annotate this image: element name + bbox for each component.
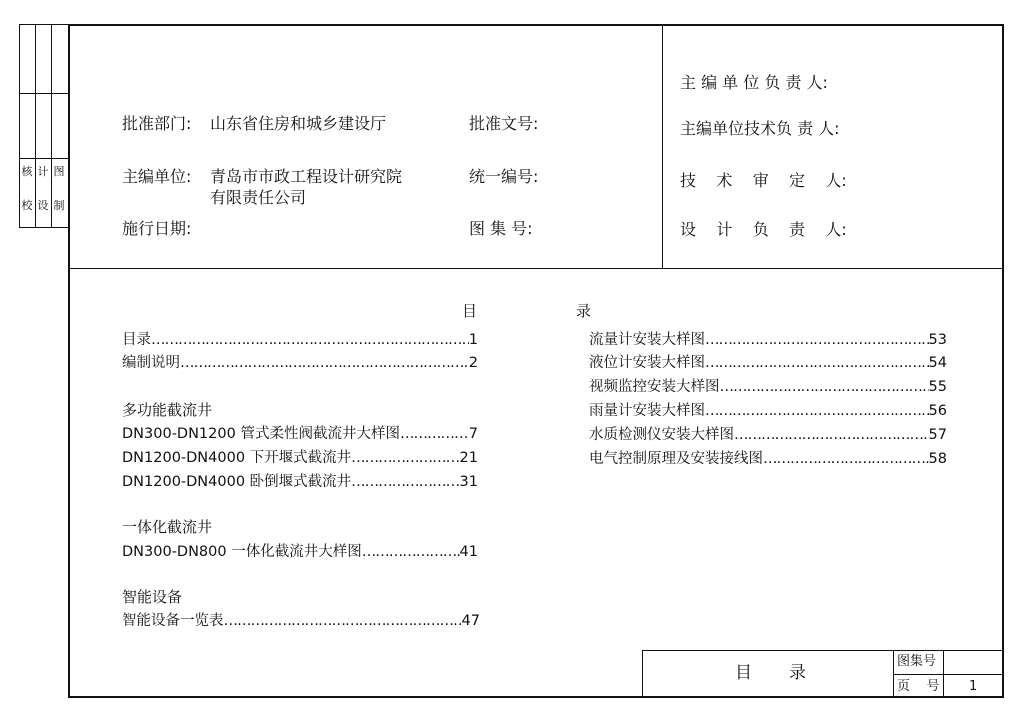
toc-title-left: 目 bbox=[462, 302, 478, 320]
title-block-title-left: 目 bbox=[735, 663, 752, 683]
approve-doc-label: 批准文号: bbox=[469, 114, 539, 133]
tech-reviewer-label: 技 术 审 定 人: bbox=[680, 171, 847, 190]
editor-unit-value-line2: 有限责任公司 bbox=[210, 188, 307, 207]
side-label-draw: 图 bbox=[53, 165, 65, 178]
toc-entry-label: DN300-DN1200 管式柔性阀截流井大样图 bbox=[122, 426, 400, 442]
leader-dots bbox=[705, 404, 929, 419]
leader-dots bbox=[720, 380, 929, 395]
toc-entry-page: 21 bbox=[459, 450, 478, 466]
toc-entry[interactable] bbox=[122, 356, 478, 371]
side-label-check2: 校 bbox=[21, 199, 33, 212]
side-label-design: 计 bbox=[37, 165, 49, 178]
toc-entry-label: 流量计安装大样图 bbox=[589, 332, 705, 348]
toc-entry[interactable] bbox=[589, 404, 947, 419]
toc-entry[interactable] bbox=[122, 545, 478, 560]
approve-dept-value: 山东省住房和城乡建设厅 bbox=[210, 114, 387, 133]
toc-entry-label: 智能设备一览表 bbox=[122, 613, 224, 629]
toc-entry-label: 编制说明 bbox=[122, 355, 180, 371]
toc-entry[interactable] bbox=[589, 356, 947, 371]
header-divider bbox=[68, 268, 1004, 269]
toc-entry[interactable] bbox=[589, 333, 947, 348]
page-number-label: 页 号 bbox=[897, 679, 940, 694]
toc-entry[interactable] bbox=[589, 452, 947, 467]
toc-entry-page: 53 bbox=[928, 332, 947, 348]
approve-dept-label: 批准部门: bbox=[122, 114, 192, 133]
leader-dots bbox=[400, 427, 469, 442]
toc-entry[interactable] bbox=[122, 475, 478, 490]
side-label-draw2: 制 bbox=[53, 199, 65, 212]
toc-entry-label: 水质检测仪安装大样图 bbox=[589, 427, 734, 443]
leader-dots bbox=[351, 451, 459, 466]
toc-entry-page: 55 bbox=[928, 379, 947, 395]
toc-entry-label: 液位计安装大样图 bbox=[589, 355, 705, 371]
editor-unit-value-line1: 青岛市市政工程设计研究院 bbox=[210, 167, 403, 186]
leader-dots bbox=[362, 545, 460, 560]
toc-entry[interactable] bbox=[122, 333, 478, 348]
toc-entry[interactable] bbox=[589, 380, 947, 395]
effective-date-label: 施行日期: bbox=[122, 219, 192, 238]
leader-dots bbox=[351, 475, 459, 490]
toc-entry-page: 47 bbox=[461, 613, 480, 629]
leader-dots bbox=[180, 356, 469, 371]
leader-dots bbox=[734, 428, 929, 443]
toc-entry-page: 58 bbox=[928, 451, 947, 467]
toc-entry[interactable] bbox=[122, 614, 480, 629]
atlas-number-label: 图集号 bbox=[897, 654, 937, 669]
toc-entry-page: 1 bbox=[468, 332, 478, 348]
atlas-no-label: 图 集 号: bbox=[469, 219, 533, 238]
toc-entry-label: 目录 bbox=[122, 332, 151, 348]
toc-entry-page: 54 bbox=[928, 355, 947, 371]
title-block-title-right: 录 bbox=[789, 663, 806, 683]
chief-unit-tech-head-label: 主编单位技术负 责 人: bbox=[680, 119, 840, 138]
leader-dots bbox=[151, 333, 469, 348]
unified-no-label: 统一编号: bbox=[469, 167, 539, 186]
toc-entry-page: 57 bbox=[928, 427, 947, 443]
side-label-check: 核 bbox=[21, 165, 33, 178]
toc-entry[interactable] bbox=[589, 428, 947, 443]
toc-entry-label: DN1200-DN4000 下开堰式截流井 bbox=[122, 450, 352, 466]
chief-unit-head-label: 主 编 单 位 负 责 人: bbox=[680, 73, 828, 92]
leader-dots bbox=[763, 452, 929, 467]
leader-dots bbox=[705, 356, 929, 371]
toc-entry-label: 视频监控安装大样图 bbox=[589, 379, 720, 395]
editor-unit-label: 主编单位: bbox=[122, 167, 192, 186]
toc-entry-label: DN300-DN800 一体化截流井大样图 bbox=[122, 544, 362, 560]
toc-entry-page: 31 bbox=[459, 474, 478, 490]
leader-dots bbox=[705, 333, 929, 348]
toc-entry-label: DN1200-DN4000 卧倒堰式截流井 bbox=[122, 474, 352, 490]
toc-entry-label: 雨量计安装大样图 bbox=[589, 403, 705, 419]
toc-section-title: 多功能截流井 bbox=[122, 401, 213, 419]
toc-entry-page: 7 bbox=[468, 426, 478, 442]
toc-section-title: 一体化截流井 bbox=[122, 518, 213, 536]
toc-entry[interactable] bbox=[122, 427, 478, 442]
page-number-value: 1 bbox=[969, 679, 978, 694]
toc-entry[interactable] bbox=[122, 451, 478, 466]
toc-title-right: 录 bbox=[576, 302, 592, 320]
toc-entry-page: 56 bbox=[928, 403, 947, 419]
design-head-label: 设 计 负 责 人: bbox=[680, 220, 847, 239]
side-label-design2: 设 bbox=[37, 199, 49, 212]
header-vertical-divider bbox=[662, 24, 663, 268]
leader-dots bbox=[224, 614, 462, 629]
toc-entry-label: 电气控制原理及安装接线图 bbox=[589, 451, 763, 467]
toc-section-title: 智能设备 bbox=[122, 588, 183, 606]
toc-entry-page: 41 bbox=[459, 544, 478, 560]
toc-entry-page: 2 bbox=[468, 355, 478, 371]
